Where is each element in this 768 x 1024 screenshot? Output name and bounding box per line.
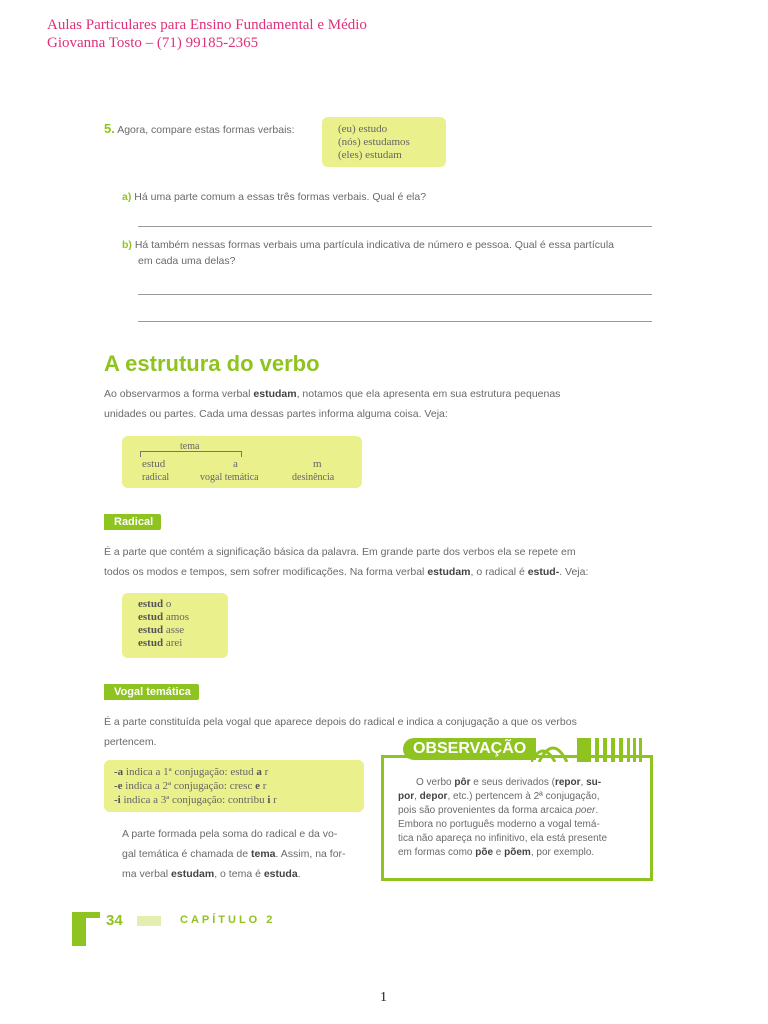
example-row [138, 598, 171, 611]
part-desinencia: m [313, 458, 322, 470]
ending: arei [165, 637, 183, 649]
observacao-text [398, 776, 640, 860]
text: ma verbal [122, 868, 172, 880]
item-text: Há uma parte comum a essas três formas verbais. Qual é ela? [134, 191, 427, 203]
example-row [114, 780, 266, 793]
text: É a parte constituída pela vogal que aparece depois do radical e indica a conjugação a que os verbos [104, 716, 577, 728]
text: É a parte que contém a significação básica da palavra. Em grande parte dos verbos ela se repete em [104, 546, 576, 558]
ending: amos [165, 611, 190, 623]
text: , notamos que ela apresenta em sua estrutura pequenas [296, 388, 561, 400]
vowel: a [256, 766, 262, 778]
text: pois são provenientes da forma arcaica [398, 805, 576, 816]
verb-form: (eles) estudam [338, 149, 402, 161]
root: estud [138, 624, 164, 636]
footer-bar [137, 916, 161, 926]
example-row [138, 624, 184, 637]
vowel: -a [114, 766, 124, 778]
radical-tag: Radical [104, 514, 161, 530]
text: indica a 3ª conjugação: contribu [120, 794, 268, 806]
vowel: -e [114, 780, 123, 792]
keyword: estud- [527, 566, 560, 578]
observacao-title-band [381, 738, 653, 762]
footer-corner-mark-top [72, 912, 100, 918]
item-text: Há também nessas formas verbais uma partícula indicativa de número e pessoa. Qual é essa partícula [134, 239, 614, 251]
item-text-cont: em cada uma delas? [138, 255, 236, 267]
text: e seus derivados ( [470, 777, 555, 788]
text: indica a 1ª conjugação: estud [123, 766, 257, 778]
keyword: pôr [454, 777, 471, 788]
keyword: tema [251, 848, 276, 860]
italic-word: poer [575, 805, 596, 816]
text: . [297, 868, 301, 880]
text: . [595, 805, 599, 816]
answer-line[interactable] [138, 226, 652, 227]
vowel: e [255, 780, 260, 792]
item-letter: b) [122, 239, 132, 251]
part-radical: estud [142, 458, 166, 470]
question-5b [122, 237, 662, 269]
text: , o radical é [470, 566, 528, 578]
page-number: 34 [106, 912, 123, 929]
ending: o [165, 598, 172, 610]
text: Ao observarmos a forma verbal [104, 388, 254, 400]
intro-paragraph [104, 384, 664, 424]
radical-paragraph [104, 542, 664, 582]
verb-forms-box [322, 117, 446, 167]
label-radical: radical [142, 472, 170, 483]
answer-line[interactable] [138, 294, 652, 295]
text: , o tema é [214, 868, 264, 880]
text: , por exemplo. [530, 847, 595, 858]
text: . Assim, na for- [275, 848, 346, 860]
vowel: -i [114, 794, 121, 806]
text: , etc.) pertencem à 2ª conjugação, [447, 791, 600, 802]
label-desinencia: desinência [292, 472, 335, 483]
chapter-label: CAPÍTULO 2 [180, 914, 276, 926]
verb-structure-box [122, 436, 362, 488]
item-letter: a) [122, 191, 132, 203]
example-row [114, 794, 277, 807]
verb-form: (eu) estudo [338, 123, 388, 135]
question-5a [122, 189, 426, 205]
vogal-tematica-tag: Vogal temática [104, 684, 199, 700]
vogal-examples-box [104, 760, 364, 812]
text: r [261, 766, 269, 778]
keyword: por [398, 791, 415, 802]
ending: asse [165, 624, 185, 636]
text: , [580, 777, 587, 788]
tema-paragraph [122, 824, 372, 884]
keyword: repor [554, 777, 581, 788]
text: pertencem. [104, 736, 157, 748]
root: estud [138, 611, 164, 623]
keyword: põe [475, 847, 494, 858]
keyword: estudam [171, 868, 215, 880]
radical-examples-box [122, 593, 228, 658]
text: r [259, 780, 267, 792]
text: indica a 2ª conjugação: cresc [122, 780, 256, 792]
tema-label: tema [180, 441, 200, 452]
verb-form: (nós) estudamos [338, 136, 410, 148]
keyword: estudam [427, 566, 471, 578]
text: em formas como [398, 847, 476, 858]
header-line-1: Aulas Particulares para Ensino Fundamental e Médio [47, 17, 367, 33]
keyword: estudam [253, 388, 297, 400]
text: todos os modos e tempos, sem sofrer modificações. Na forma verbal [104, 566, 428, 578]
keyword: depor [419, 791, 448, 802]
header-line-2: Giovanna Tosto – (71) 99185-2365 [47, 35, 259, 51]
stripes-icon [531, 738, 661, 762]
example-row [138, 637, 182, 650]
answer-line[interactable] [138, 321, 652, 322]
example-row [138, 611, 189, 624]
observacao-box [381, 740, 653, 881]
label-vogal: vogal temática [200, 472, 259, 483]
question-number: 5. [104, 121, 115, 136]
example-row [114, 766, 268, 779]
keyword: estuda [263, 868, 298, 880]
text: , [414, 791, 420, 802]
vowel: i [267, 794, 271, 806]
text: unidades ou partes. Cada uma dessas partes informa alguma coisa. Veja: [104, 408, 448, 420]
text: A parte formada pela soma do radical e da vo- [122, 828, 338, 840]
pdf-page-number: 1 [380, 990, 387, 1005]
keyword: põem [504, 847, 531, 858]
text: O verbo [416, 777, 455, 788]
section-title: A estrutura do verbo [104, 351, 320, 376]
observacao-title: OBSERVAÇÃO [403, 738, 536, 760]
text: e [493, 847, 505, 858]
text: . Veja: [559, 566, 589, 578]
text: r [270, 794, 277, 806]
root: estud [138, 598, 164, 610]
tema-bracket [140, 451, 242, 457]
keyword: su- [586, 777, 602, 788]
text: Embora no português moderno a vogal temá- [398, 819, 600, 830]
part-vogal: a [233, 458, 238, 470]
question-prompt: Agora, compare estas formas verbais: [117, 124, 295, 136]
text: tica não apareça no infinitivo, ela está presente [398, 833, 608, 844]
root: estud [138, 637, 164, 649]
text: gal temática é chamada de [122, 848, 251, 860]
